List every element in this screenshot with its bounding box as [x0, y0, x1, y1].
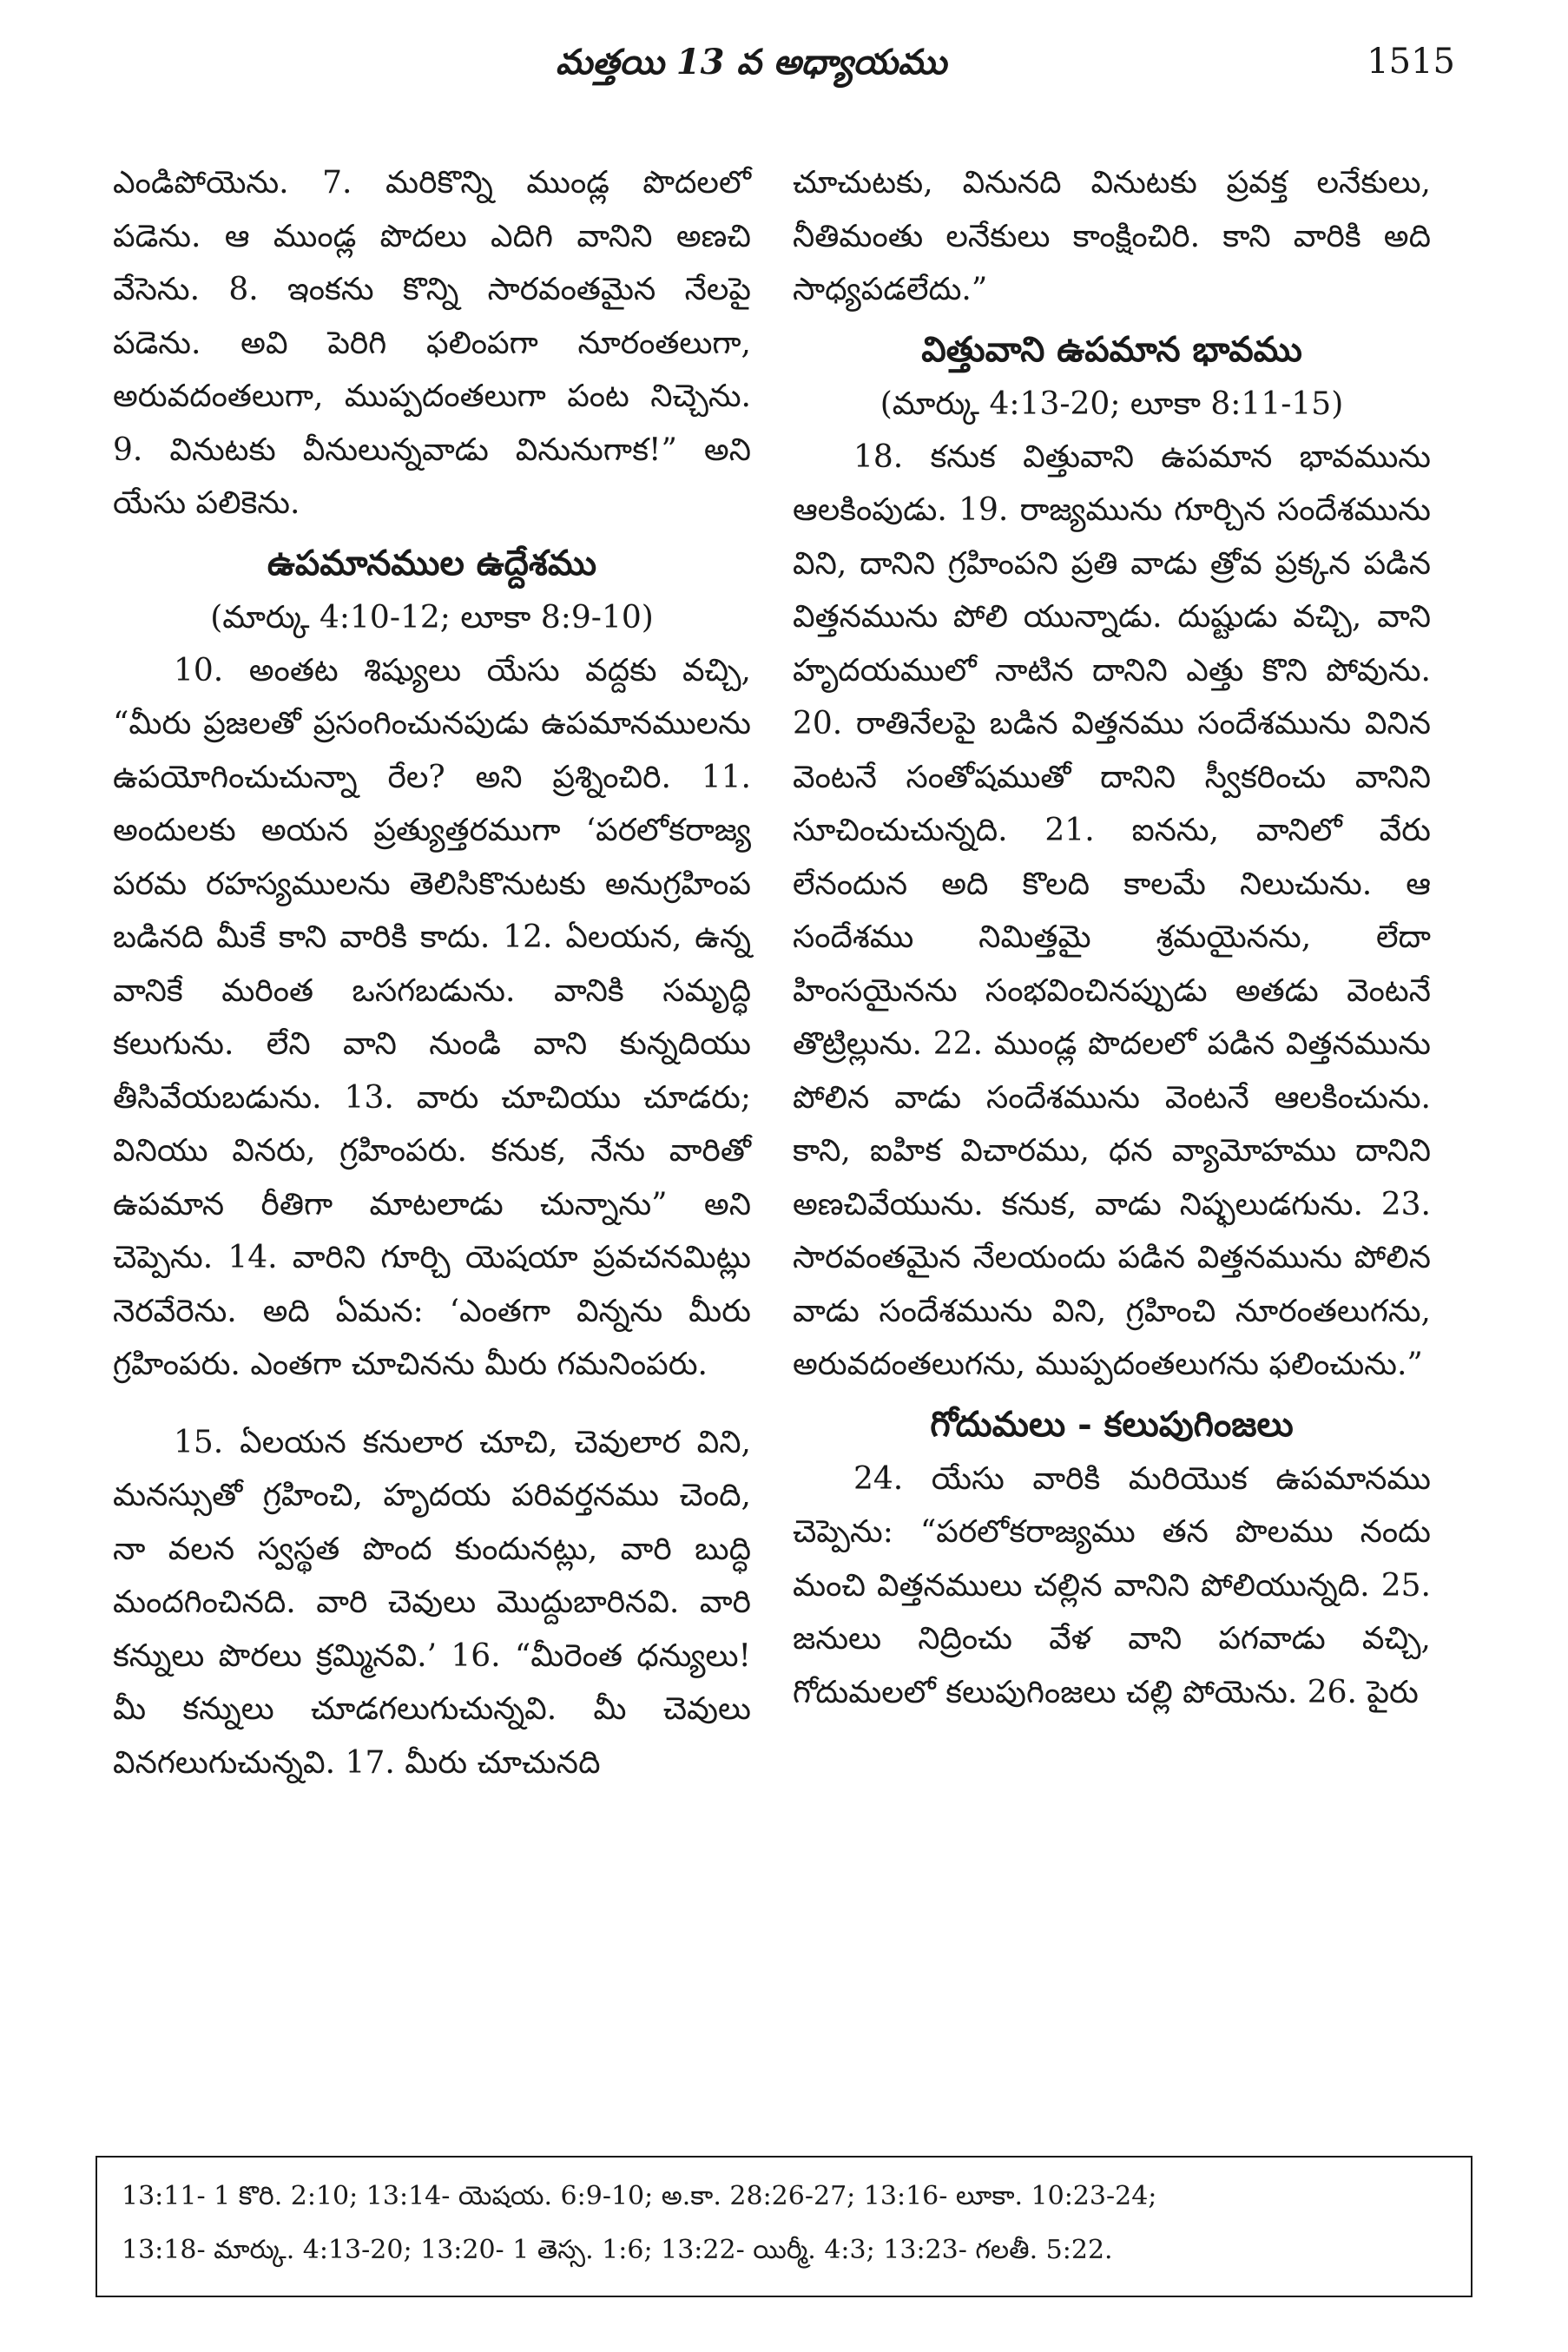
- chapter-title: మత్తయి 13 వ అధ్యాయము: [556, 42, 947, 82]
- cross-reference: (మార్కు 4:10-12; లూకా 8:9-10): [210, 599, 654, 636]
- section-heading: ఉపమానముల ఉద్దేశము: [267, 542, 597, 583]
- paragraph: 18. కనుక విత్తువాని ఉపమాన భావమును ఆలకింపుడు. 19. రాజ్యమును గూర్చిన సందేశమును విని, దానిని గ్రహింపని ప్రతి వాడు త్రోవ ప్రక్కన పడిన విత్తనమును పోలి యున్నాడు. దుష్టుడు వచ్చి, వాని హృదయములో నాటిన దానిని ఎత్తు కొని పోవును. 20. రాతినేలపై బడిన విత్తనము సందేశమును వినిన వెంటనే సంతోషముతో దానిని స్వీకరించు వానిని సూచించుచున్నది. 21. ఐనను, వానిలో వేరు లేనందున అది కొలది కాలమే నిలుచును. ఆ సందేశము నిమిత్తమై శ్రమయైనను, లేదా హింసయైనను సంభవించినప్పుడు అతడు వెంటనే తొట్రిల్లును. 22. ముండ్ల పొదలలో పడిన విత్తనమును పోలిన వాడు సందేశమును వెంటనే ఆలకించును. కాని, ఐహిక విచారము, ధన వ్యామోహము దానిని అణచివేయును. కనుక, వాడు నిష్ఫలుడగును. 23. సారవంతమైన నేలయందు పడిన విత్తనమును పోలిన వాడు సందేశమును విని, గ్రహించి నూరంతలుగను, అరువదంతలుగను, ముప్పదంతలుగను ఫలించును.”: [793, 438, 1431, 1382]
- paragraph: చూచుటకు, వినునది వినుటకు ప్రవక్త లనేకులు, నీతిమంతు లనేకులు కాంక్షించిరి. కాని వారికి అది సాధ్యపడలేదు.”: [793, 165, 1431, 307]
- footnote-line: 13:11- 1 కొరి. 2:10; 13:14- యెషయ. 6:9-10; అ.కా. 28:26-27; 13:16- లూకా. 10:23-24;: [122, 2181, 1157, 2211]
- right-column: [793, 156, 1431, 1719]
- page-header: [0, 42, 1568, 102]
- paragraph: 15. ఏలయన కనులార చూచి, చెవులార విని, మనస్సుతో గ్రహించి, హృదయ పరివర్తనము చెంది, నా వలన స్వస్థత పొంద కుందునట్లు, వారి బుద్ధి మందగించినది. వారి చెవులు మొద్దుబారినవి. వారి కన్నులు పొరలు క్రమ్మినవి.’ 16. “మీరెంత ధన్యులు! మీ కన్నులు చూడగలుగుచున్నవి. మీ చెవులు వినగలుగుచున్నవి. 17. మీరు చూచునది: [113, 1424, 751, 1781]
- left-column: [113, 156, 751, 1789]
- page-number: 1515: [1367, 42, 1455, 82]
- section-heading: విత్తువాని ఉపమాన భావము: [921, 328, 1302, 370]
- cross-reference: (మార్కు 4:13-20; లూకా 8:11-15): [880, 385, 1344, 422]
- paragraph: 10. అంతట శిష్యులు యేసు వద్దకు వచ్చి, “మీరు ప్రజలతో ప్రసంగించునపుడు ఉపమానములను ఉపయోగించుచున్నా రేల? అని ప్రశ్నించిరి. 11. అందులకు అయన ప్రత్యుత్తరముగా ‘పరలోకరాజ్య పరమ రహస్యములను తెలిసికొనుటకు అనుగ్రహింప బడినది మీకే కాని వారికి కాదు. 12. ఏలయన, ఉన్న వానికే మరింత ఒసగబడును. వానికి సమృద్ధి కలుగును. లేని వాని నుండి వాని కున్నదియు తీసివేయబడును. 13. వారు చూచియు చూడరు; వినియు వినరు, గ్రహింపరు. కనుక, నేను వారితో ఉపమాన రీతిగా మాటలాడు చున్నాను” అని చెప్పెను. 14. వారిని గూర్చి యెషయా ప్రవచనమిట్లు నెరవేరెను. అది ఏమన: ‘ఎంతగా విన్నను మీరు గ్రహింపరు. ఎంతగా చూచినను మీరు గమనింపరు.: [113, 652, 751, 1382]
- footnote-box: [96, 2156, 1472, 2297]
- paragraph: ఎండిపోయెను. 7. మరికొన్ని ముండ్ల పొదలలో పడెను. ఆ ముండ్ల పొదలు ఎదిగి వానిని అణచి వేసెను. 8. ఇంకను కొన్ని సారవంతమైన నేలపై పడెను. అవి పెరిగి ఫలింపగా నూరంతలుగా, అరువదంతలుగా, ముప్పదంతలుగా పంట నిచ్చెను. 9. వినుటకు వీనులున్నవాడు వినునుగాక!” అని యేసు పలికెను.: [113, 165, 751, 521]
- paragraph: 24. యేసు వారికి మరియొక ఉపమానము చెప్పెను: “పరలోకరాజ్యము తన పొలము నందు మంచి విత్తనములు చల్లిన వానిని పోలియున్నది. 25. జనులు నిద్రించు వేళ వాని పగవాడు వచ్చి, గోదుమలలో కలుపుగింజలు చల్లి పోయెను. 26. పైరు: [793, 1460, 1431, 1710]
- section-heading: గోదుమలు - కలుపుగింజలు: [930, 1403, 1294, 1445]
- footnote-line: 13:18- మార్కు. 4:13-20; 13:20- 1 తెస్స. 1:6; 13:22- యిర్మీ. 4:3; 13:23- గలతీ. 5:22.: [122, 2235, 1113, 2265]
